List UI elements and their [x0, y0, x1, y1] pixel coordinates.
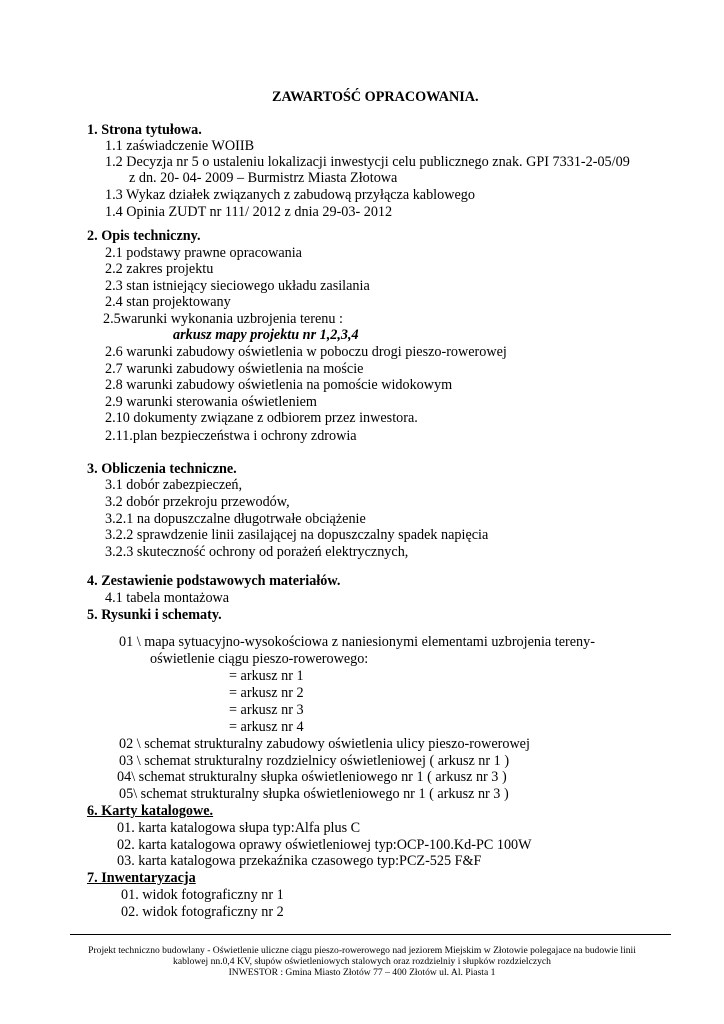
drawing-item: 03 \ schemat strukturalny rozdzielnicy oświetleniowej ( arkusz nr 1 ) — [119, 753, 510, 769]
footer-divider — [70, 934, 671, 935]
toc-item: 2.9 warunki sterowania oświetleniem — [105, 394, 317, 410]
section-2-heading: 2. Opis techniczny. — [87, 228, 201, 244]
toc-item: 1.1 zaświadczenie WOIIB — [105, 138, 255, 154]
toc-item: 3.2.2 sprawdzenie linii zasilającej na dopuszczalny spadek napięcia — [105, 527, 489, 543]
section-6-heading: 6. Karty katalogowe. — [87, 803, 214, 819]
section-4-heading: 4. Zestawienie podstawowych materiałów. — [87, 573, 341, 589]
catalog-item: 01. karta katalogowa słupa typ:Alfa plus C — [117, 820, 361, 836]
drawing-item: 02 \ schemat strukturalny zabudowy oświetlenia ulicy pieszo-rowerowej — [119, 736, 530, 752]
section-7-heading: 7. Inwentaryzacja — [87, 870, 196, 886]
document-title: ZAWARTOŚĆ OPRACOWANIA. — [272, 89, 479, 105]
toc-item: 1.3 Wykaz działek związanych z zabudową przyłącza kablowego — [105, 187, 475, 203]
toc-item: 2.7 warunki zabudowy oświetlenia na moście — [105, 361, 364, 377]
toc-item: 2.11.plan bezpieczeństwa i ochrony zdrowia — [105, 428, 357, 444]
toc-item: 2.1 podstawy prawne opracowania — [105, 245, 302, 261]
sheet-item: = arkusz nr 2 — [229, 685, 304, 701]
toc-item: 4.1 tabela montażowa — [105, 590, 230, 606]
toc-item: 3.2 dobór przekroju przewodów, — [105, 494, 290, 510]
footer-line-1: Projekt techniczno budowlany - Oświetlenie uliczne ciągu pieszo-rowerowego nad jeziorem Miejskim w Złotowie polegajace na budowie linii — [88, 945, 636, 956]
drawing-item: 01 \ mapa sytuacyjno-wysokościowa z naniesionymi elementami uzbrojenia tereny- — [119, 634, 595, 650]
sheet-item: = arkusz nr 1 — [229, 668, 304, 684]
section-3-heading: 3. Obliczenia techniczne. — [87, 461, 237, 477]
sheet-item: = arkusz nr 3 — [229, 702, 304, 718]
toc-item: 2.10 dokumenty związane z odbiorem przez inwestora. — [105, 410, 418, 426]
catalog-item: 02. karta katalogowa oprawy oświetleniowej typ:OCP-100.Kd-PC 100W — [117, 837, 532, 853]
toc-item-emphasis: arkusz mapy projektu nr 1,2,3,4 — [173, 327, 359, 343]
toc-item: 2.6 warunki zabudowy oświetlenia w poboczu drogi pieszo-rowerowej — [105, 344, 507, 360]
catalog-item: 03. karta katalogowa przekaźnika czasowego typ:PCZ-525 F&F — [117, 853, 482, 869]
toc-item: 3.2.3 skuteczność ochrony od porażeń elektrycznych, — [105, 544, 409, 560]
footer-line-2: kablowej nn.0,4 KV, słupów oświetleniowych stalowych oraz rozdzielniy i słupków rozdzielczych — [173, 956, 551, 967]
drawing-item: 05\ schemat strukturalny słupka oświetleniowego nr 1 ( arkusz nr 3 ) — [119, 786, 509, 802]
drawing-item: oświetlenie ciągu pieszo-rowerowego: — [150, 651, 369, 667]
toc-item: z dn. 20- 04- 2009 – Burmistrz Miasta Złotowa — [129, 170, 398, 186]
section-5-heading: 5. Rysunki i schematy. — [87, 607, 222, 623]
sheet-item: = arkusz nr 4 — [229, 719, 304, 735]
toc-item: 2.2 zakres projektu — [105, 261, 214, 277]
section-1-heading: 1. Strona tytułowa. — [87, 122, 202, 138]
toc-item: 2.4 stan projektowany — [105, 294, 231, 310]
toc-item: 1.2 Decyzja nr 5 o ustaleniu lokalizacji inwestycji celu publicznego znak. GPI 7331-2-05/09 — [105, 154, 630, 170]
toc-item: 3.1 dobór zabezpieczeń, — [105, 477, 243, 493]
toc-item: 3.2.1 na dopuszczalne długotrwałe obciążenie — [105, 511, 366, 527]
toc-item: 2.8 warunki zabudowy oświetlenia na pomoście widokowym — [105, 377, 453, 393]
inventory-item: 01. widok fotograficzny nr 1 — [121, 887, 284, 903]
toc-item: 2.3 stan istniejący sieciowego układu zasilania — [105, 278, 370, 294]
inventory-item: 02. widok fotograficzny nr 2 — [121, 904, 284, 920]
toc-item: 2.5warunki wykonania uzbrojenia terenu : — [103, 311, 343, 327]
drawing-item: 04\ schemat strukturalny słupka oświetleniowego nr 1 ( arkusz nr 3 ) — [117, 769, 507, 785]
toc-item: 1.4 Opinia ZUDT nr 111/ 2012 z dnia 29-03- 2012 — [105, 204, 393, 220]
footer-line-3: INWESTOR : Gmina Miasto Złotów 77 – 400 Złotów ul. Al. Piasta 1 — [228, 967, 496, 978]
